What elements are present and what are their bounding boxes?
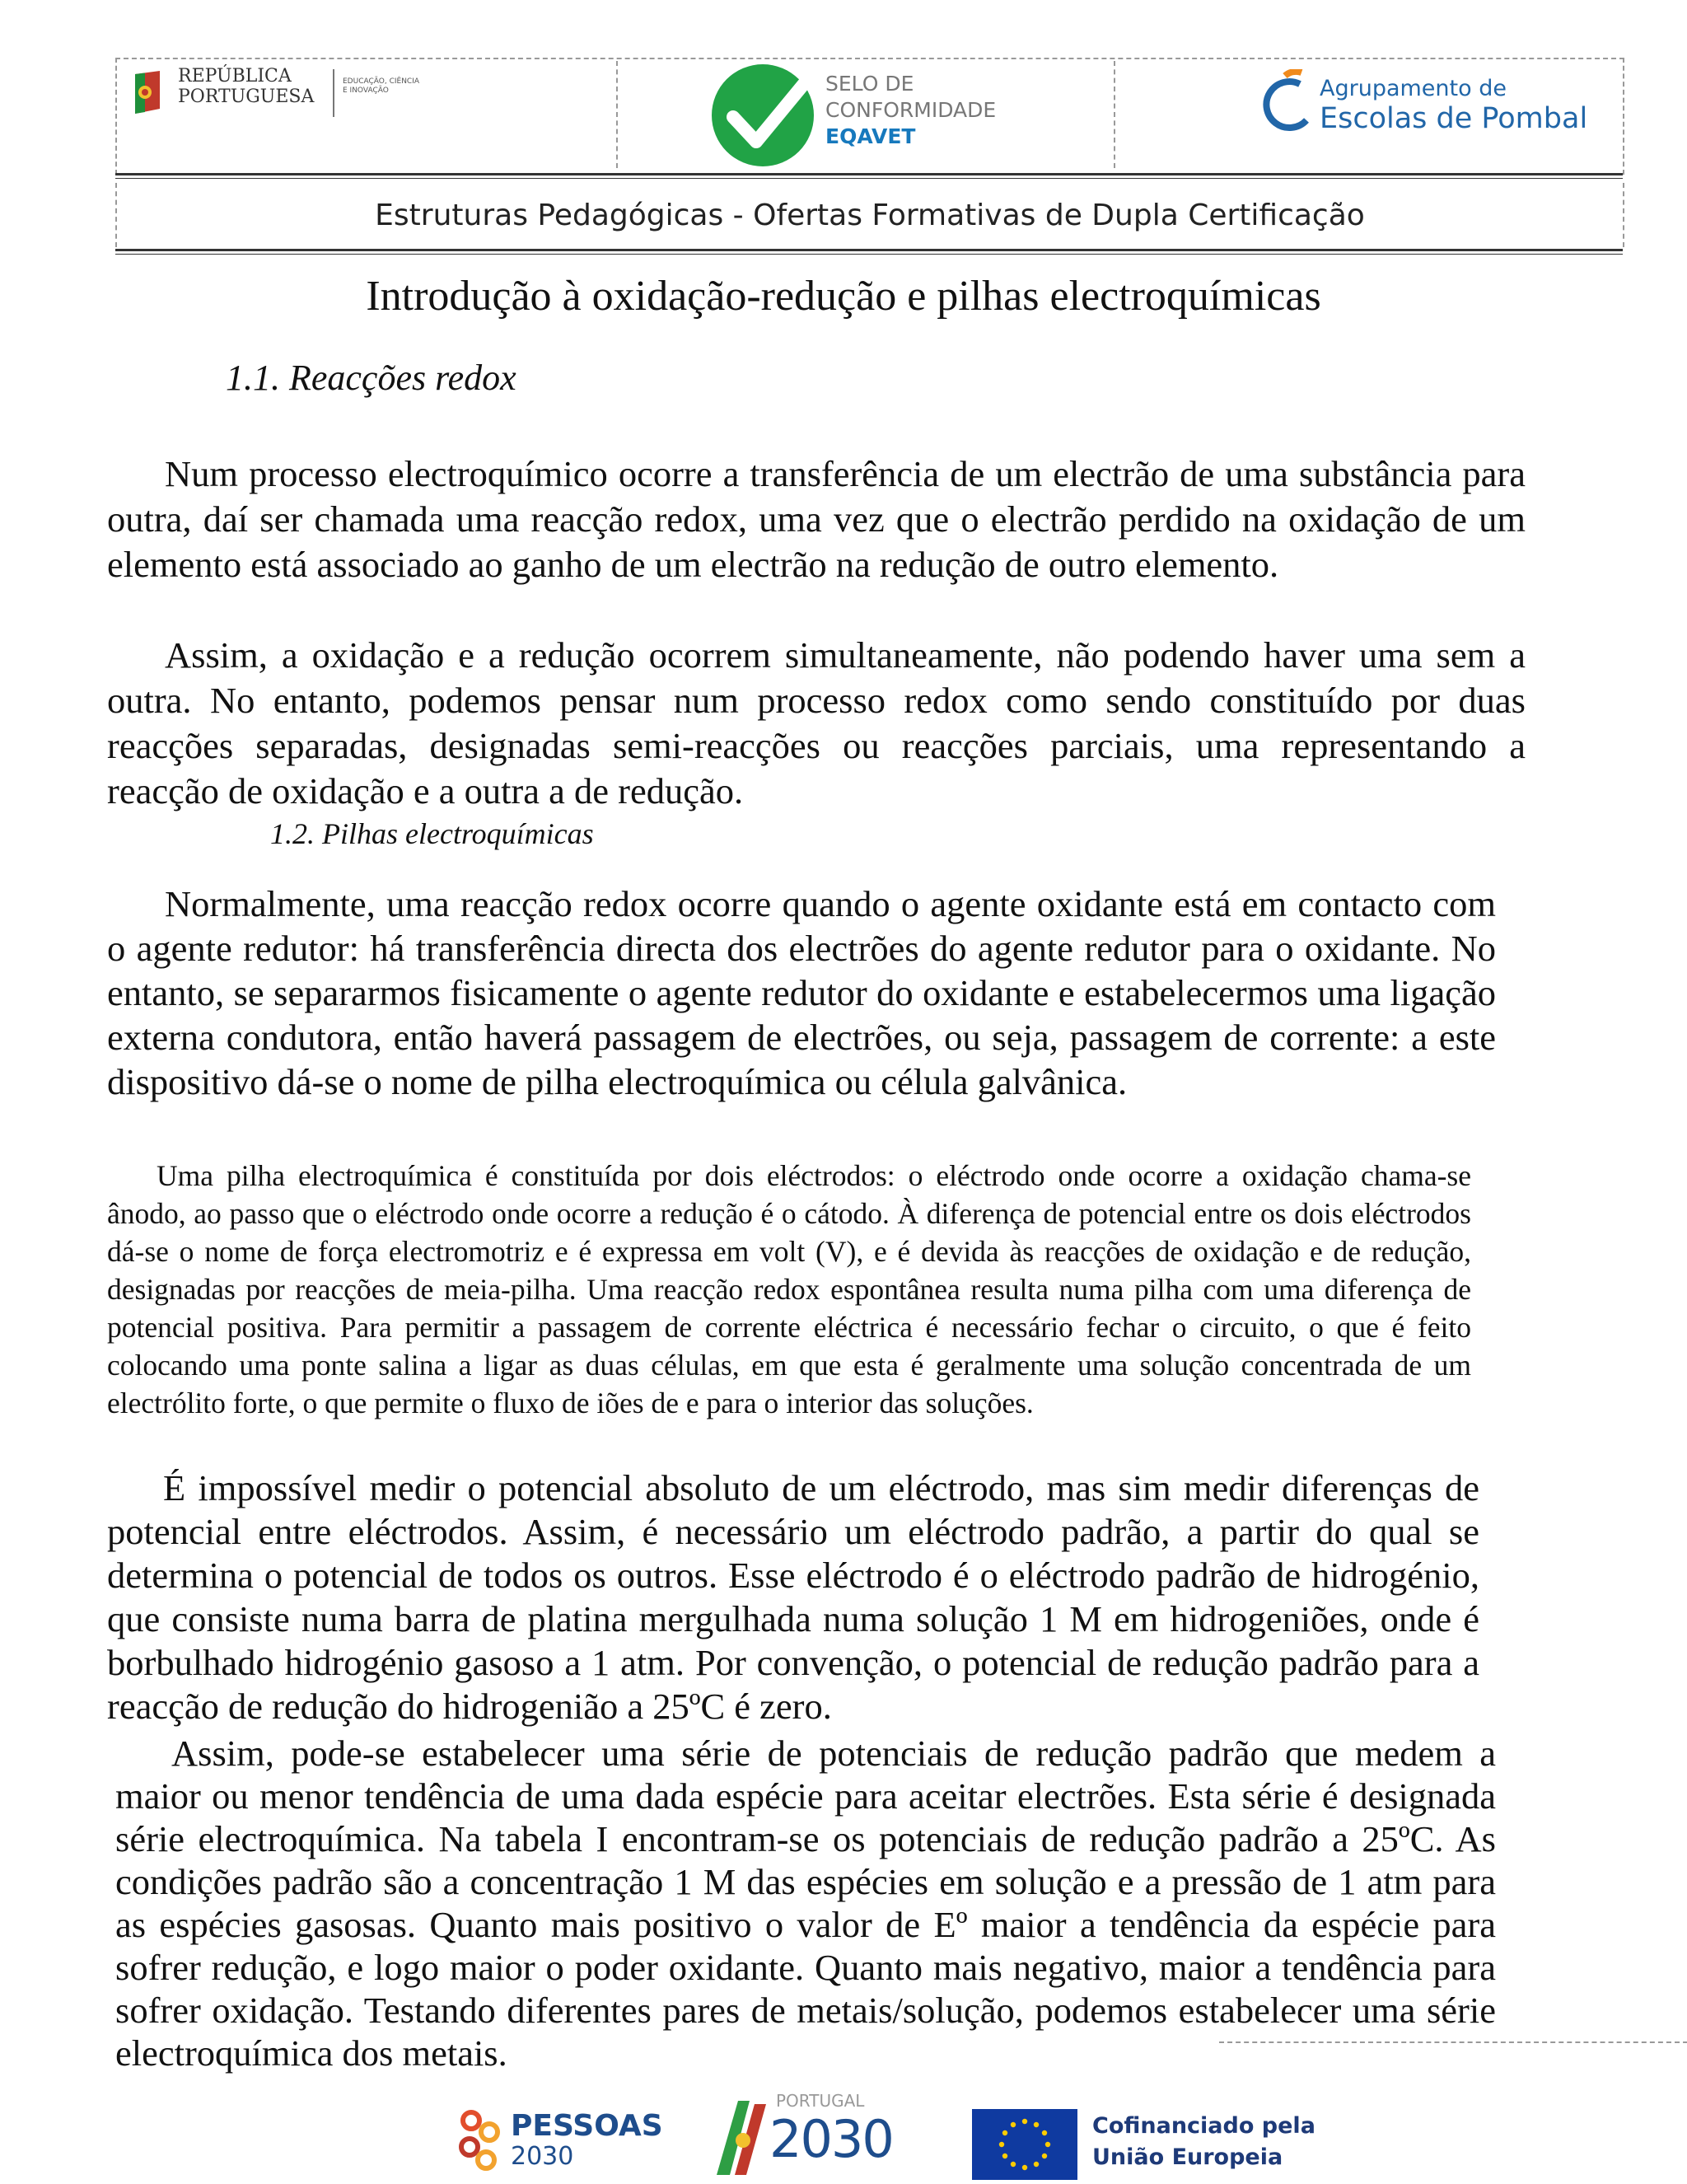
section-heading: 1.2. Pilhas electroquímicas	[270, 817, 594, 850]
header-rule	[115, 254, 1623, 255]
eu-line: União Europeia	[1092, 2144, 1283, 2170]
eqavet-seal-logo	[708, 58, 1038, 170]
pombal-arc-icon	[1260, 69, 1318, 143]
portugal-2030-logo	[713, 2091, 911, 2182]
pessoas-year: 2030	[511, 2142, 574, 2171]
footer-rule	[1219, 2041, 1687, 2043]
document-title: Introdução à oxidação-redução e pilhas electroquímicas	[366, 273, 1321, 320]
ministerio-line: E INOVAÇÃO	[343, 87, 389, 95]
header-rule	[115, 249, 1623, 251]
paragraph: Num processo electroquímico ocorre a transferência de um electrão de uma substância para outra, daí ser chamada uma reacção redox, uma vez que o electrão perdido na oxidação de um elemento está associado ao ganho de um electrão na redução de outro elemento.	[107, 453, 1526, 585]
agrupamento-pombal-logo	[1260, 69, 1615, 160]
republica-separator	[333, 69, 334, 117]
header-subtitle: Estruturas Pedagógicas - Ofertas Formativas de Dupla Certificação	[375, 198, 1365, 232]
section-heading: 1.1. Reacções redox	[226, 358, 516, 398]
selo-line: CONFORMIDADE	[825, 98, 997, 122]
selo-line: SELO DE	[825, 72, 914, 96]
republica-line: REPÚBLICA	[178, 66, 292, 87]
portugal-label: PORTUGAL	[776, 2091, 865, 2111]
agrupamento-line: Agrupamento de	[1320, 76, 1507, 101]
paragraph: Assim, pode-se estabelecer uma série de potenciais de redução padrão que medem a maior ou menor tendência de uma dada espécie para aceitar electrões. Esta série é designada série electroquímica. Na tabela I encontram-se os potenciais de redução padrão a 25ºC. As condições padrão são a concentração 1 M das espécies em solução e a pressão de 1 atm para as espécies gasosas. Quanto mais positivo o valor de Eº maior a tendência da espécie para sofrer redução, e logo maior o poder oxidante. Quanto mais negativo, maior a tendência para sofrer oxidação. Testando diferentes pares de metais/solução, podemos estabelecer uma série electroquímica dos metais.	[115, 1733, 1496, 2074]
paragraph: Normalmente, uma reacção redox ocorre quando o agente oxidante está em contacto com o agente redutor: há transferência directa dos electrões do agente redutor para o oxidante. No entanto, se separarmos fisicamente o agente redutor do oxidante e estabelecermos uma ligação externa condutora, então haverá passagem de electrões, ou seja, passagem de corrente: a este dispositivo dá-se o nome de pilha electroquímica ou célula galvânica.	[107, 883, 1496, 1102]
eu-line: Cofinanciado pela	[1092, 2113, 1315, 2139]
page-footer	[428, 2041, 1672, 2183]
escolas-pombal-line: Escolas de Pombal	[1320, 102, 1588, 135]
pessoas-people-icon	[453, 2109, 506, 2175]
header-rule	[115, 178, 1623, 179]
eu-flag-icon	[972, 2109, 1077, 2180]
portugal-flag-icon	[127, 68, 168, 125]
page-header	[115, 58, 1623, 255]
header-divider	[616, 61, 618, 168]
header-rule	[115, 173, 1623, 175]
pessoas-2030-logo	[453, 2109, 667, 2175]
paragraph: Assim, a oxidação e a redução ocorrem simultaneamente, não podendo haver uma sem a outra. No entanto, podemos pensar num processo redox como sendo constituído por duas reacções separadas, designadas semi-reacções ou reacções parciais, uma representando a reacção de oxidação e a outra a de redução.	[107, 634, 1526, 811]
republica-portuguesa-logo	[127, 63, 456, 137]
portugal-2030-icon	[713, 2096, 771, 2178]
paragraph: Uma pilha electroquímica é constituída por dois eléctrodos: o eléctrodo onde ocorre a oxidação chama-se ânodo, ao passo que o eléctrodo onde ocorre a redução é o cátodo. À diferença de potencial entre os dois eléctrodos dá-se o nome de força electromotriz e é expressa em volt (V), e é devida às reacções de oxidação e de redução, designadas por reacções de meia-pilha. Uma reacção redox espontânea resulta numa pilha com uma diferença de potencial positiva. Para permitir a passagem de corrente eléctrica é necessário fechar o circuito, o que é feito colocando uma ponte salina a ligar as duas células, em que esta é geralmente uma solução concentrada de um electrólito forte, o que permite o fluxo de iões de e para o interior das soluções.	[107, 1159, 1471, 1419]
eqavet-label: EQAVET	[825, 124, 916, 148]
portugal-year: 2030	[769, 2109, 893, 2169]
ministerio-line: EDUCAÇÃO, CIÊNCIA	[343, 77, 420, 86]
portuguesa-line: PORTUGUESA	[178, 87, 315, 107]
header-divider	[1114, 61, 1115, 168]
eqavet-check-icon	[708, 58, 820, 170]
eu-cofinancing-logo	[972, 2109, 1318, 2183]
pessoas-label: PESSOAS	[511, 2109, 663, 2143]
paragraph: É impossível medir o potencial absoluto de um eléctrodo, mas sim medir diferenças de potencial entre eléctrodos. Assim, é necessário um eléctrodo padrão, a partir do qual se determina o potencial de todos os outros. Esse eléctrodo é o eléctrodo padrão de hidrogénio, que consiste numa barra de platina mergulhada numa solução 1 M em hidrogeniões, onde é borbulhado hidrogénio gasoso a 1 atm. Por convenção, o potencial de redução padrão para a reacção de redução do hidrogenião a 25ºC é zero.	[107, 1467, 1479, 1727]
